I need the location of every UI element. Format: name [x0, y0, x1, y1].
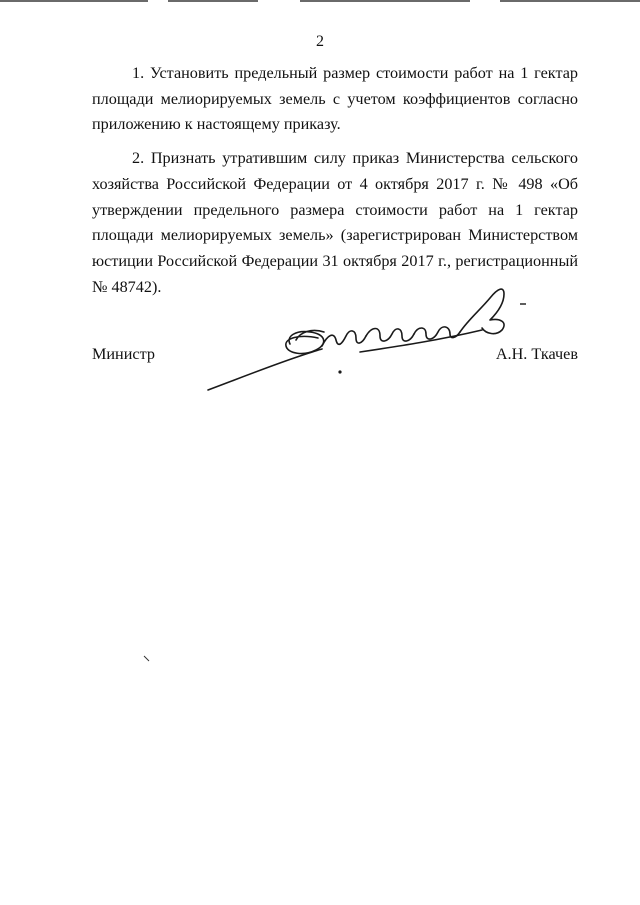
paragraph-1: 1. Установить предельный размер стоимости работ на 1 гектар площади мелиорируемых земель с учетом коэффициентов согласно приложению к настоящему приказу. — [92, 64, 578, 134]
signer-name: А.Н. Ткачев — [495, 345, 578, 363]
scan-top-edge — [0, 0, 640, 3]
stray-ink-mark — [143, 655, 151, 663]
position-title: Министр — [92, 345, 155, 363]
handwritten-signature — [200, 280, 540, 400]
page-number: 2 — [316, 33, 324, 50]
document-body — [92, 61, 578, 308]
paragraph-2: 2. Признать утратившим силу приказ Министерства сельского хозяйства Российской Федерации от 4 октября 2017 г. № 498 «Об утверждении предельного размера стоимости работ на 1 гектар площади мелиорируемых земель» (зарегистрирован Министерством юстиции Российской Федерации 31 октября 2017 г., регистрационный № 48742). — [92, 149, 578, 296]
